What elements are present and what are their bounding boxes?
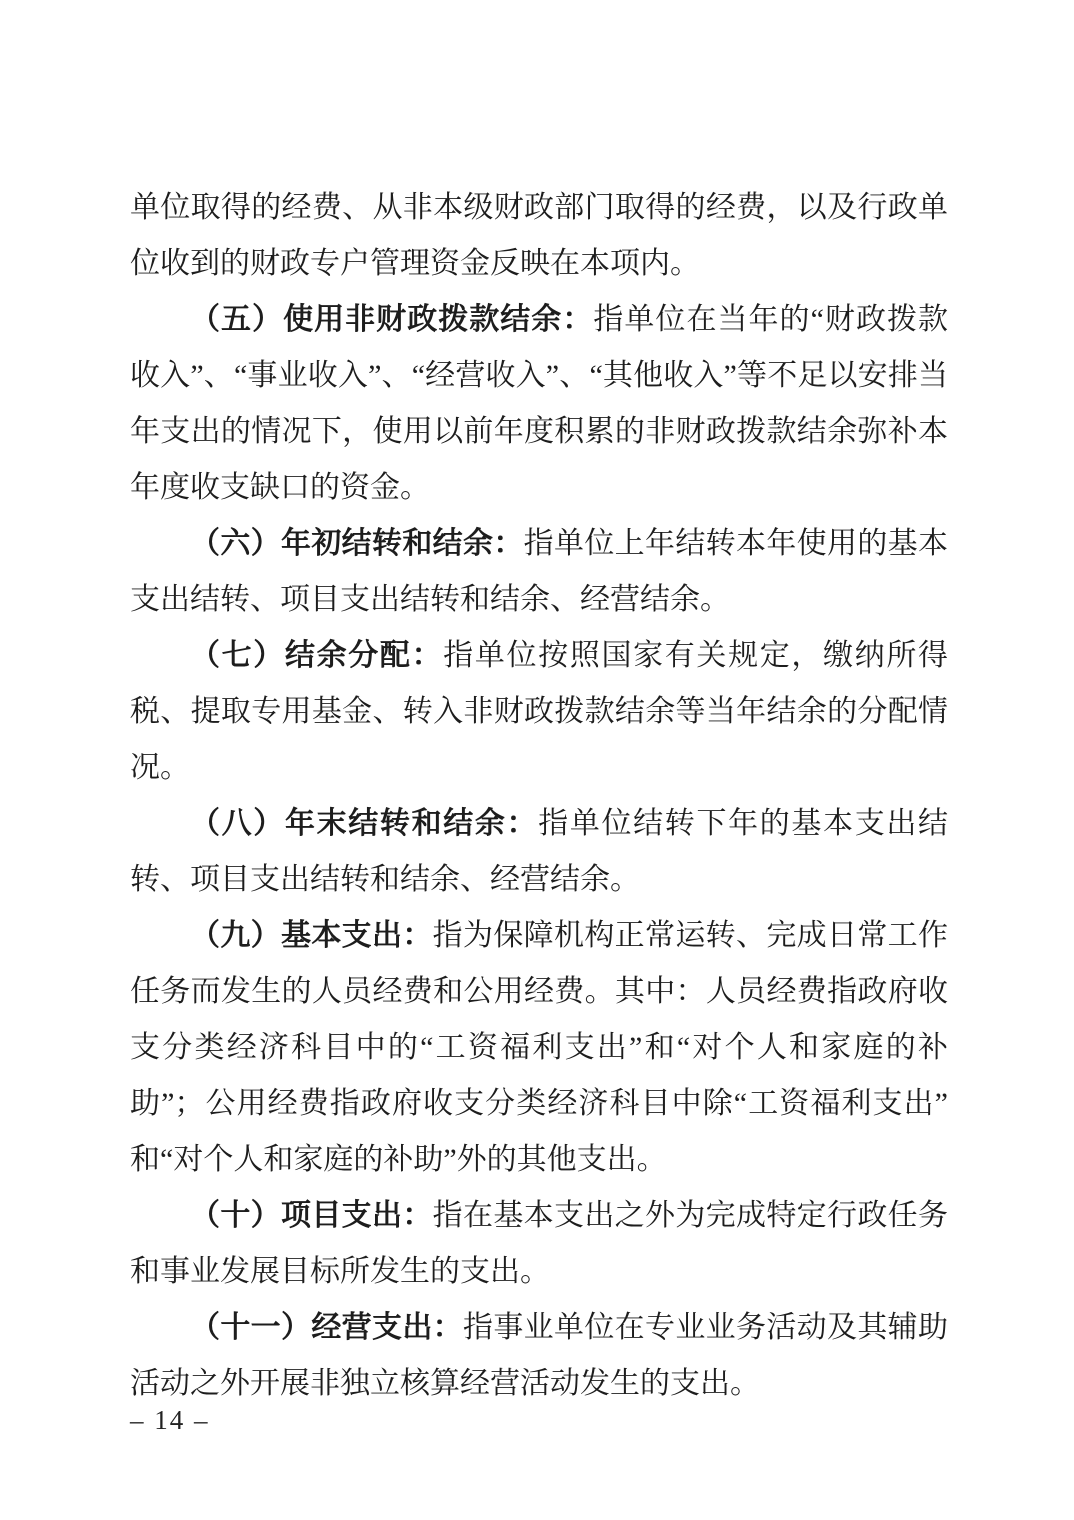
paragraph-lead: （六）年初结转和结余： — [190, 527, 524, 560]
paragraph-lead: （八）年末结转和结余： — [190, 807, 539, 840]
paragraph-item-6 — [130, 516, 948, 628]
paragraph-item-10 — [130, 1188, 948, 1300]
paragraph-continuation — [130, 180, 948, 292]
paragraph-text: 指为保障机构正常运转、完成日常工作任务而发生的人员经费和公用经费。其中：人员经费指政府收支分类经济科目中的“工资福利支出”和“对个人和家庭的补助”；公用经费指政府收支分类经济科目中除“工资福利支出”和“对个人和家庭的补助”外的其他支出。 — [130, 919, 949, 1176]
content-area — [130, 180, 948, 1412]
paragraph-lead: （十一）经营支出： — [190, 1311, 463, 1344]
paragraph-text: 指在基本支出之外为完成特定行政任务和事业发展目标所发生的支出。 — [130, 1199, 949, 1288]
paragraph-text: 指事业单位在专业业务活动及其辅助活动之外开展非独立核算经营活动发生的支出。 — [130, 1311, 948, 1400]
paragraph-item-8 — [130, 796, 948, 908]
paragraph-text: 指单位上年结转本年使用的基本支出结转、项目支出结转和结余、经营结余。 — [130, 527, 949, 616]
paragraph-text: 指单位在当年的“财政拨款收入”、“事业收入”、“经营收入”、“其他收入”等不足以安排当年支出的情况下，使用以前年度积累的非财政拨款结余弥补本年度收支缺口的资金。 — [130, 303, 948, 504]
paragraph-text: 单位取得的经费、从非本级财政部门取得的经费，以及行政单位收到的财政专户管理资金反映在本项内。 — [130, 191, 948, 280]
paragraph-lead: （九）基本支出： — [190, 919, 433, 952]
paragraph-item-7 — [130, 628, 948, 796]
paragraph-item-5 — [130, 292, 948, 516]
paragraph-lead: （五）使用非财政拨款结余： — [190, 303, 594, 336]
paragraph-item-11 — [130, 1300, 948, 1412]
footer-page-number: – 14 – — [130, 1405, 210, 1435]
paragraph-text: 指单位按照国家有关规定，缴纳所得税、提取专用基金、转入非财政拨款结余等当年结余的分配情况。 — [130, 639, 949, 784]
paragraph-lead: （十）项目支出： — [190, 1199, 433, 1232]
paragraph-lead: （七）结余分配： — [190, 639, 444, 672]
paragraph-text: 指单位结转下年的基本支出结转、项目支出结转和结余、经营结余。 — [130, 807, 949, 896]
paragraph-item-9 — [130, 908, 948, 1188]
